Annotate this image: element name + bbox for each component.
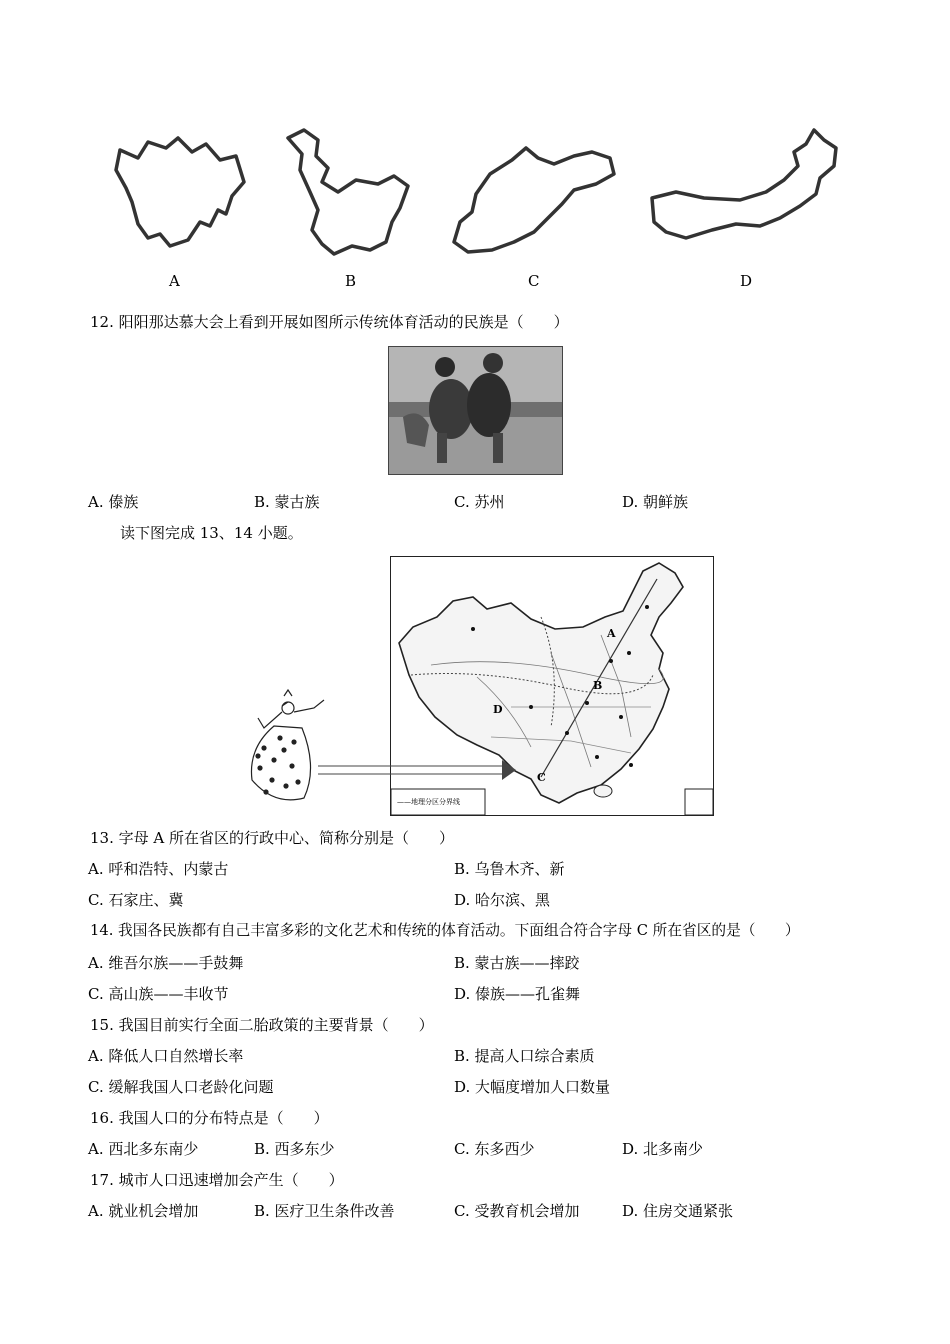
question-17-option-c[interactable]: C. 受教育机会增加: [454, 1202, 580, 1220]
province-shape-b: [282, 126, 414, 258]
pointer-arrow: [316, 760, 516, 784]
question-12-option-d[interactable]: D. 朝鲜族: [622, 493, 689, 511]
question-13-option-c[interactable]: C. 石家庄、冀: [88, 891, 184, 909]
question-16-option-a[interactable]: A. 西北多东南少: [88, 1140, 199, 1158]
question-13-option-b[interactable]: B. 乌鲁木齐、新: [454, 860, 565, 878]
question-14-option-d[interactable]: D. 傣族——孔雀舞: [454, 985, 581, 1003]
question-16-option-b[interactable]: B. 西多东少: [254, 1140, 335, 1158]
question-12-option-a[interactable]: A. 傣族: [88, 493, 139, 511]
map-label-b: B: [593, 679, 603, 692]
shape-label-d: D: [740, 272, 753, 290]
question-13-option-a[interactable]: A. 呼和浩特、内蒙古: [88, 860, 229, 878]
question-14-stem: 14. 我国各民族都有自己丰富多彩的文化艺术和传统的体育活动。下面组合符合字母 C 所在省区的是（ ）: [90, 922, 800, 939]
province-shape-c: [450, 138, 620, 258]
question-12-option-b[interactable]: B. 蒙古族: [254, 493, 320, 511]
shape-label-c: C: [528, 272, 540, 290]
question-16-option-d[interactable]: D. 北多南少: [622, 1140, 704, 1158]
question-15-option-b[interactable]: B. 提高人口综合素质: [454, 1047, 595, 1065]
question-15-option-a[interactable]: A. 降低人口自然增长率: [88, 1047, 244, 1065]
question-16-option-c[interactable]: C. 东多西少: [454, 1140, 535, 1158]
peacock-dancer-illustration: [244, 688, 334, 808]
shape-label-b: B: [345, 272, 357, 290]
map-legend: ——地理分区分界线: [397, 798, 460, 806]
question-17-option-a[interactable]: A. 就业机会增加: [88, 1202, 199, 1220]
province-shape-a: [108, 130, 248, 260]
map-label-d: D: [493, 703, 503, 716]
wrestling-photo: [388, 346, 563, 475]
question-17-option-d[interactable]: D. 住房交通紧张: [622, 1202, 734, 1220]
question-14-option-b[interactable]: B. 蒙古族——摔跤: [454, 954, 580, 972]
question-14-option-c[interactable]: C. 高山族——丰收节: [88, 985, 229, 1003]
question-12-stem: 12. 阳阳那达慕大会上看到开展如图所示传统体育活动的民族是（ ）: [90, 313, 569, 331]
question-12-option-c[interactable]: C. 苏州: [454, 493, 505, 511]
section-intro: 读下图完成 13、14 小题。: [120, 524, 303, 542]
question-16-stem: 16. 我国人口的分布特点是（ ）: [90, 1109, 329, 1127]
question-17-option-b[interactable]: B. 医疗卫生条件改善: [254, 1202, 395, 1220]
map-label-a: A: [607, 627, 616, 640]
question-13-stem: 13. 字母 A 所在省区的行政中心、简称分别是（ ）: [90, 829, 454, 847]
map-label-c: C: [537, 771, 546, 784]
question-15-stem: 15. 我国目前实行全面二胎政策的主要背景（ ）: [90, 1016, 434, 1034]
question-14-option-a[interactable]: A. 维吾尔族——手鼓舞: [88, 954, 244, 972]
question-17-stem: 17. 城市人口迅速增加会产生（ ）: [90, 1171, 344, 1189]
question-13-option-d[interactable]: D. 哈尔滨、黑: [454, 891, 551, 909]
question-15-option-c[interactable]: C. 缓解我国人口老龄化问题: [88, 1078, 274, 1096]
shape-label-a: A: [169, 272, 180, 290]
question-15-option-d[interactable]: D. 大幅度增加人口数量: [454, 1078, 611, 1096]
province-shape-d: [648, 126, 840, 256]
